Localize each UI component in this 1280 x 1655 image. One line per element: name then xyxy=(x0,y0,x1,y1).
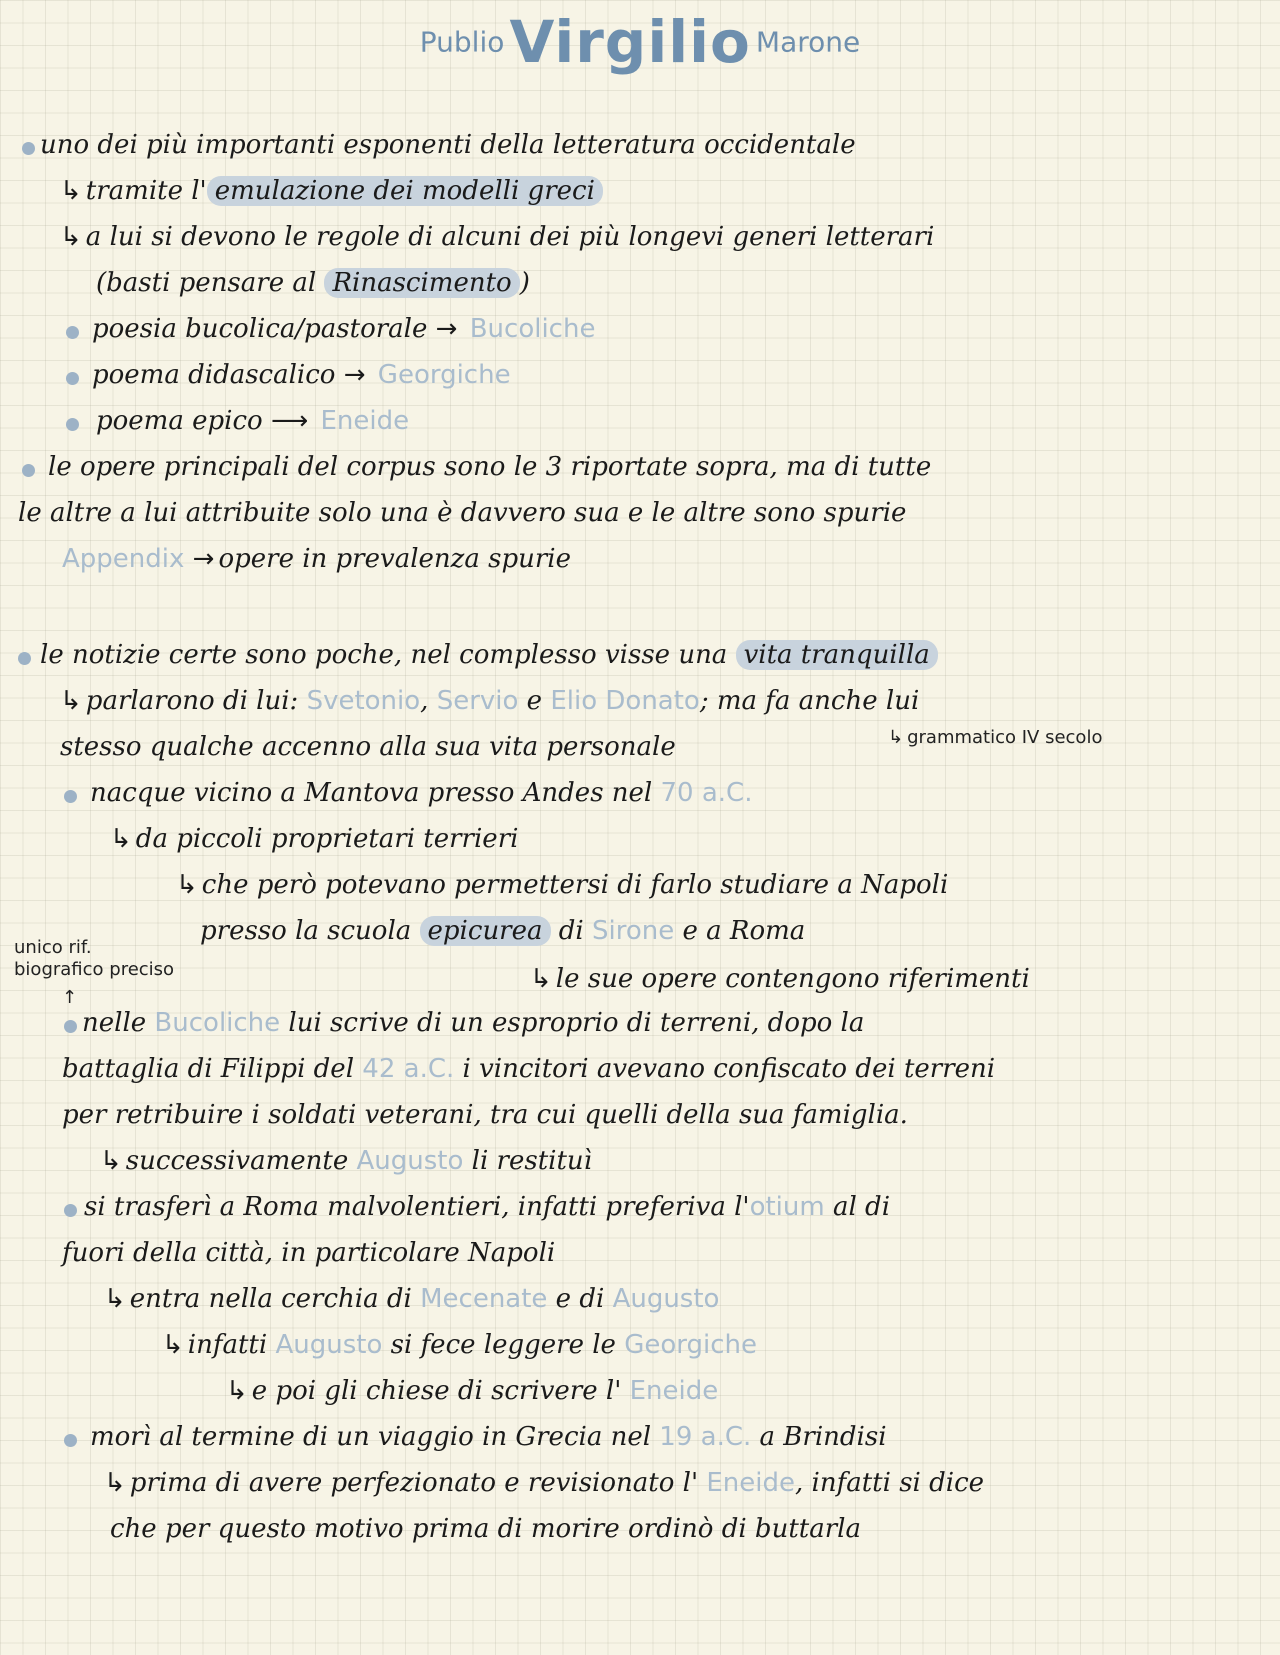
arrow-right-icon: → xyxy=(192,544,215,574)
note-line: le opere principali del corpus sono le 3 riportate sopra, ma di tutte xyxy=(48,452,932,482)
note-line: le altre a lui attribuite solo una è davvero sua e le altre sono spurie xyxy=(18,498,907,528)
bullet-dot xyxy=(64,1020,77,1033)
note-line: stesso qualche accenno alla sua vita personale xyxy=(60,732,676,762)
arrow-icon: ↳ xyxy=(162,1330,184,1360)
page-title xyxy=(0,8,1280,76)
note-line: poema epico ⟶ Eneide xyxy=(96,406,410,436)
arrow-right-icon: → xyxy=(435,314,458,344)
highlight: emulazione dei modelli greci xyxy=(207,176,603,206)
arrow-icon: ↳ xyxy=(110,824,132,854)
curved-arrow-icon: ↳ xyxy=(888,727,904,748)
note-line: ↳ le sue opere contengono riferimenti xyxy=(530,964,1030,994)
note-line: ↳ infatti Augusto si fece leggere le Georgiche xyxy=(162,1330,757,1360)
margin-note: biografico preciso xyxy=(14,959,175,980)
note-line: ↳ entra nella cerchia di Mecenate e di Augusto xyxy=(104,1284,720,1314)
bullet-dot xyxy=(66,372,79,385)
arrow-up-icon: ↑ xyxy=(62,987,78,1008)
bullet-dot xyxy=(64,790,77,803)
note-line: ↳ a lui si devono le regole di alcuni dei più longevi generi letterari xyxy=(60,222,935,252)
arrow-icon: ↳ xyxy=(530,964,552,994)
note-line: ↳ successivamente Augusto li restituì xyxy=(100,1146,592,1176)
bullet-dot xyxy=(66,326,79,339)
arrow-icon: ↳ xyxy=(104,1284,126,1314)
title-first-name: Publio xyxy=(419,25,505,59)
note-line: nacque vicino a Mantova presso Andes nel 70 a.C. xyxy=(90,778,753,808)
note-line: ↳ che però potevano permettersi di farlo studiare a Napoli xyxy=(176,870,949,900)
bullet-dot xyxy=(66,418,79,431)
note-line: fuori della città, in particolare Napoli xyxy=(62,1238,556,1268)
arrow-right-icon: ⟶ xyxy=(270,406,309,436)
note-line: ↳ parlarono di lui: Svetonio, Servio e Elio Donato; ma fa anche lui xyxy=(60,686,920,716)
note-line: per retribuire i soldati veterani, tra cui quelli della sua famiglia. xyxy=(62,1100,908,1130)
arrow-icon: ↳ xyxy=(100,1146,122,1176)
note-line: che per questo motivo prima di morire ordinò di buttarla xyxy=(110,1514,861,1544)
note-line: (basti pensare al Rinascimento ) xyxy=(96,268,530,298)
note-line: morì al termine di un viaggio in Grecia nel 19 a.C. a Brindisi xyxy=(90,1422,887,1452)
highlight: vita tranquilla xyxy=(736,640,938,670)
note-line: presso la scuola epicurea di Sirone e a Roma xyxy=(200,916,806,946)
note-line: battaglia di Filippi del 42 a.C. i vincitori avevano confiscato dei terreni xyxy=(62,1054,996,1084)
arrow-icon: ↳ xyxy=(60,686,82,716)
arrow-icon: ↳ xyxy=(60,222,82,252)
arrow-right-icon: → xyxy=(343,360,366,390)
note-line: poesia bucolica/pastorale → Bucoliche xyxy=(92,314,596,344)
title-last-name: Marone xyxy=(755,25,861,59)
highlight: epicurea xyxy=(420,916,551,946)
highlight: Rinascimento xyxy=(324,268,519,298)
margin-note: unico rif. xyxy=(14,937,92,958)
bullet-dot xyxy=(64,1204,77,1217)
note-line: nelle Bucoliche lui scrive di un esproprio di terreni, dopo la xyxy=(82,1008,865,1038)
bullet-dot xyxy=(18,652,31,665)
note-line: poema didascalico → Georgiche xyxy=(92,360,511,390)
bullet-dot xyxy=(64,1434,77,1447)
note-line: ↳ e poi gli chiese di scrivere l' Eneide xyxy=(226,1376,719,1406)
arrow-icon: ↳ xyxy=(60,176,82,206)
note-line: le notizie certe sono poche, nel complesso visse una vita tranquilla xyxy=(40,638,938,672)
bullet-dot xyxy=(22,464,35,477)
bullet-dot xyxy=(22,142,35,155)
note-line: ↳ prima di avere perfezionato e revisionato l' Eneide, infatti si dice xyxy=(104,1468,985,1498)
note-line: ↳ da piccoli proprietari terrieri xyxy=(110,824,519,854)
note-line: ↳ tramite l' emulazione dei modelli greci xyxy=(60,174,603,208)
arrow-icon: ↳ xyxy=(176,870,198,900)
arrow-icon: ↳ xyxy=(226,1376,248,1406)
note-line: uno dei più importanti esponenti della letteratura occidentale xyxy=(40,130,856,160)
title-main-name: Virgilio xyxy=(509,8,751,76)
arrow-icon: ↳ xyxy=(104,1468,126,1498)
note-line: Appendix → opere in prevalenza spurie xyxy=(62,544,571,574)
note-line: si trasferì a Roma malvolentieri, infatti preferiva l'otium al di xyxy=(84,1192,891,1222)
side-note: ↳ grammatico IV secolo xyxy=(888,727,1103,748)
